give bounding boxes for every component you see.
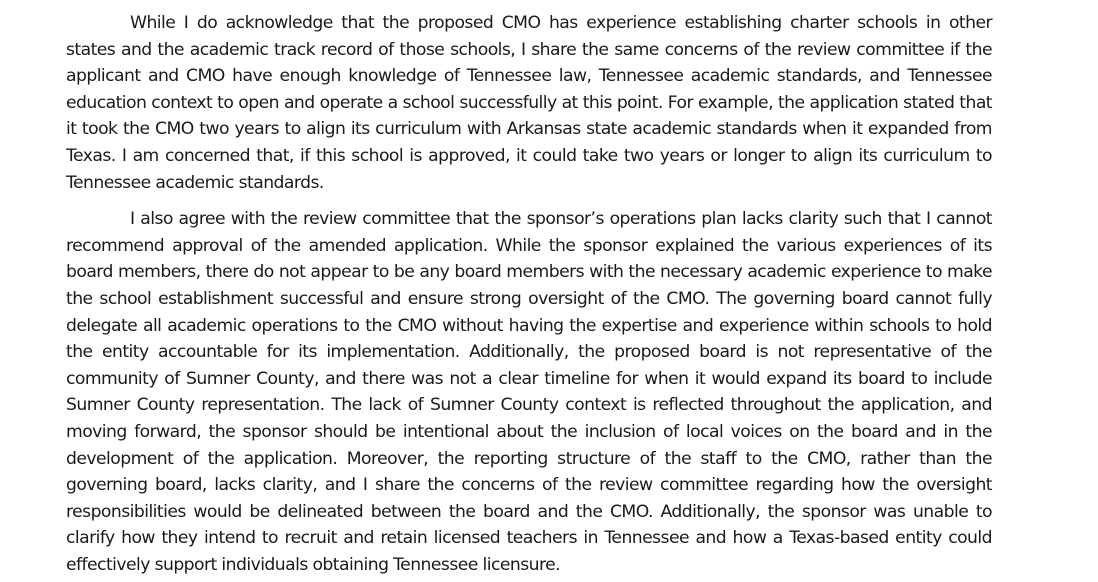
document-body: [66, 10, 992, 578]
paragraph-operations-plan: I also agree with the review committee that the sponsor’s operations plan lacks clarity such that I cannot recommend approval of the amended application. While the sponsor explained the various experiences of its board members, there do not appear to be any board members with the necessary academic experience to make the school establishment successful and ensure strong oversight of the CMO. The governing board cannot fully delegate all academic operations to the CMO without having the expertise and experience within schools to hold the entity accountable for its implementation. Additionally, the proposed board is not representative of the community of Sumner County, and there was not a clear timeline for when it would expand its board to include Sumner County representation. The lack of Sumner County context is reflected throughout the application, and moving forward, the sponsor should be intentional about the inclusion of local voices on the board and in the development of the application. Moreover, the reporting structure of the staff to the CMO, rather than the governing board, lacks clarity, and I share the concerns of the review committee regarding how the oversight responsibilities would be delineated between the board and the CMO. Additionally, the sponsor was unable to clarify how they intend to recruit and retain licensed teachers in Tennessee and how a Texas-based entity could effectively support individuals obtaining Tennessee licensure.: [66, 209, 992, 575]
paragraph-cmo-experience: While I do acknowledge that the proposed CMO has experience establishing charter schools in other states and the academic track record of those schools, I share the same concerns of the review committee if the applicant and CMO have enough knowledge of Tennessee law, Tennessee academic standards, and Tennessee education context to open and operate a school successfully at this point. For example, the application stated that it took the CMO two years to align its curriculum with Arkansas state academic standards when it expanded from Texas. I am concerned that, if this school is approved, it could take two years or longer to align its curriculum to Tennessee academic standards.: [66, 13, 992, 193]
